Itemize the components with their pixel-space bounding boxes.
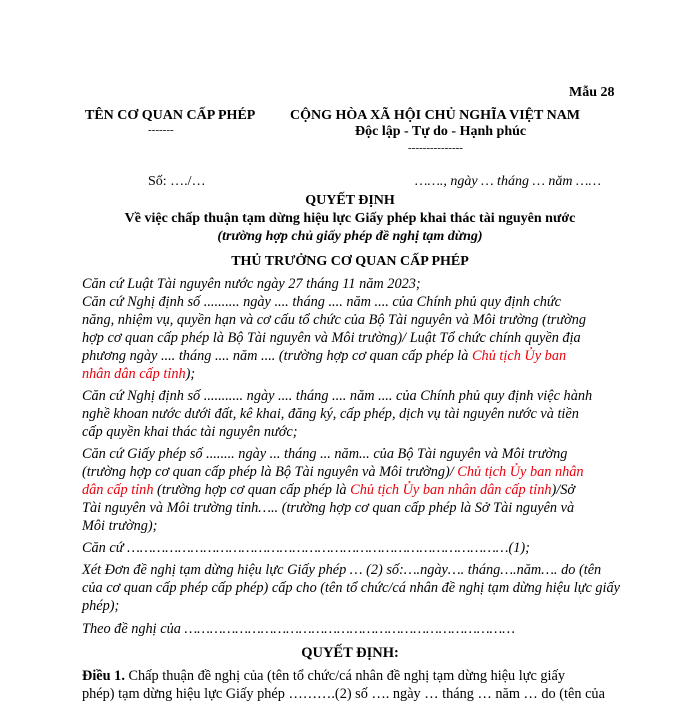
basis-license: Môi trường); [82, 518, 158, 534]
basis-request: của cơ quan cấp phép cấp phép) cấp cho (tên tổ chức/cá nhân đề nghị tạm dừng hiệu lực giấy [82, 580, 621, 596]
basis-decree-2: nghề khoan nước dưới đất, kê khai, đăng ký, cấp phép, dịch vụ tài nguyên nước và tiền [82, 406, 579, 422]
document-subject-note: (trường hợp chủ giấy phép đề nghị tạm dừng) [217, 229, 483, 244]
basis-law: Căn cứ Luật Tài nguyên nước ngày 27 tháng 11 năm 2023; [82, 276, 421, 292]
basis-decree-2: cấp quyền khai thác tài nguyên nước; [82, 424, 298, 440]
basis-decree-1: hợp cơ quan cấp phép là Bộ Tài nguyên và Môi trường)/ Luật Tổ chức chính quyền địa [82, 330, 581, 346]
basis-license: Tài nguyên và Môi trường tỉnh….. (trường hợp cơ quan cấp phép là Sở Tài nguyên và [82, 500, 575, 516]
basis-request: phép); [82, 598, 120, 614]
date-place: ……., ngày … tháng … năm …… [415, 174, 601, 189]
basis-proposal: Theo đề nghị của …………………………………………………………………… [82, 621, 515, 637]
basis-license: (trường hợp cơ quan cấp phép là Bộ Tài nguyên và Môi trường)/ Chủ tịch Ủy ban nhân [82, 464, 584, 480]
basis-license: Căn cứ Giấy phép số ........ ngày ... tháng ... năm... của Bộ Tài nguyên và Môi trường [82, 446, 568, 462]
issuing-authority: THỦ TRƯỞNG CƠ QUAN CẤP PHÉP [231, 254, 469, 269]
basis-decree-1: nhân dân cấp tỉnh); [82, 366, 196, 382]
country-name: CỘNG HÒA XÃ HỘI CHỦ NGHĨA VIỆT NAM [290, 108, 581, 123]
motto-divider: --------------- [408, 142, 463, 154]
basis-request: Xét Đơn đề nghị tạm dừng hiệu lực Giấy phép … (2) số:….ngày…. tháng….năm…. do (tên [82, 562, 602, 578]
document-type: QUYẾT ĐỊNH [305, 193, 395, 208]
agency-name: TÊN CƠ QUAN CẤP PHÉP [85, 108, 256, 123]
article-1: phép) tạm dừng hiệu lực Giấy phép ……….(2) số …. ngày … tháng … năm … do (tên của [82, 686, 605, 702]
basis-decree-1: năng, nhiệm vụ, quyền hạn và cơ cấu tổ chức của Bộ Tài nguyên và Môi trường (trường [82, 312, 587, 328]
basis-decree-1: phương ngày .... tháng .... năm .... (trường hợp cơ quan cấp phép là Chủ tịch Ủy ban [82, 348, 567, 364]
article-1: Điều 1. Chấp thuận đề nghị của (tên tổ chức/cá nhân đề nghị tạm dừng hiệu lực giấy [82, 668, 566, 684]
document-number: Số: …./… [148, 174, 206, 189]
agency-divider: ------- [148, 124, 174, 136]
document-subject: Về việc chấp thuận tạm dừng hiệu lực Giấy phép khai thác tài nguyên nước [124, 211, 576, 226]
decide-heading: QUYẾT ĐỊNH: [301, 645, 399, 661]
form-code: Mẫu 28 [569, 85, 615, 100]
basis-license: dân cấp tỉnh (trường hợp cơ quan cấp phép là Chủ tịch Ủy ban nhân dân cấp tỉnh)/Sở [82, 482, 576, 498]
motto: Độc lập - Tự do - Hạnh phúc [355, 124, 527, 139]
basis-decree-2: Căn cứ Nghị định số ........... ngày .... tháng .... năm .... của Chính phủ quy định việc hành [82, 388, 593, 404]
basis-decree-1: Căn cứ Nghị định số .......... ngày .... tháng .... năm .... của Chính phủ quy định chức [82, 294, 562, 310]
basis-other: Căn cứ ………………………………………………………………………………(1); [82, 540, 530, 556]
